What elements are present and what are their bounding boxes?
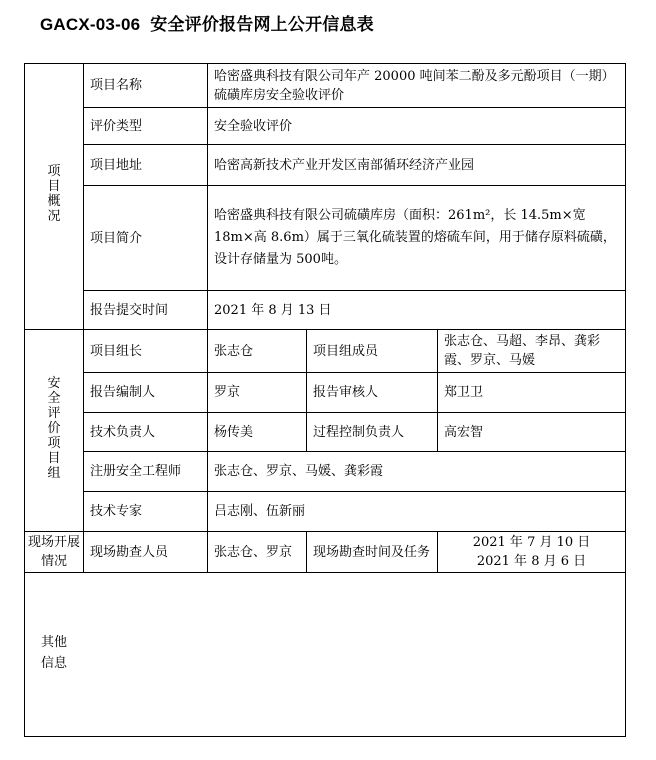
safety-engineer-label: 注册安全工程师 [90,464,182,479]
tech-expert-value: 吕志刚、伍新丽 [214,504,306,519]
report-date-value: 2021 年 8 月 13 日 [214,302,332,318]
section-site-label: 现场开展情况 [27,535,80,569]
document-code: GACX-03-06 [40,15,141,34]
team-leader-value: 张志仓 [214,343,254,359]
report-reviewer-value: 郑卫卫 [444,385,484,400]
project-name-label: 项目名称 [90,78,143,93]
document-title-text: 安全评价报告网上公开信息表 [150,15,374,35]
project-address-label: 项目地址 [90,157,143,173]
process-control-label: 过程控制负责人 [313,424,405,440]
site-date-2: 2021 年 8 月 6 日 [476,554,587,569]
document-title [40,10,374,35]
team-leader-label: 项目组长 [90,343,143,359]
tech-lead-label: 技术负责人 [90,424,156,440]
site-date-1: 2021 年 7 月 10 日 [472,535,591,550]
process-control-value: 高宏智 [444,424,484,440]
report-author-value: 罗京 [214,385,241,400]
project-intro-label: 项目简介 [90,230,143,246]
section-team-label: 安全评价项目组 [47,376,61,481]
report-date-label: 报告提交时间 [90,302,169,318]
tech-lead-value: 杨传美 [214,424,254,440]
site-staff-value: 张志仓、罗京 [214,544,293,560]
project-name-value: 哈密盛典科技有限公司年产 20000 吨间苯二酚及多元酚项目（一期）硫磺库房安全验收评价 [214,68,615,103]
project-intro-value: 哈密盛典科技有限公司硫磺库房（面积：261m²，长 14.5m×宽 18m×高 8.6m）属于三氧化硫装置的熔硫车间，用于储存原料硫磺，设计存储量为 500吨。 [214,208,616,267]
team-members-value: 张志仓、马超、李昂、龚彩霞、罗京、马媛 [444,334,601,368]
evaluation-type-label: 评价类型 [90,118,143,134]
safety-engineer-value: 张志仓、罗京、马媛、龚彩霞 [214,464,384,479]
site-time-label: 现场勘查时间及任务 [313,544,431,560]
section-other-label: 其他信息 [40,635,67,671]
evaluation-type-value: 安全验收评价 [214,118,293,134]
site-dates [438,532,625,572]
section-overview-label: 项目概况 [47,164,61,224]
team-members-label: 项目组成员 [313,343,379,359]
site-staff-label: 现场勘查人员 [90,544,169,560]
project-address-value: 哈密高新技术产业开发区南部循环经济产业园 [214,157,475,173]
tech-expert-label: 技术专家 [90,504,143,519]
report-author-label: 报告编制人 [90,385,156,400]
other-info-value [84,573,625,736]
report-reviewer-label: 报告审核人 [313,385,379,400]
